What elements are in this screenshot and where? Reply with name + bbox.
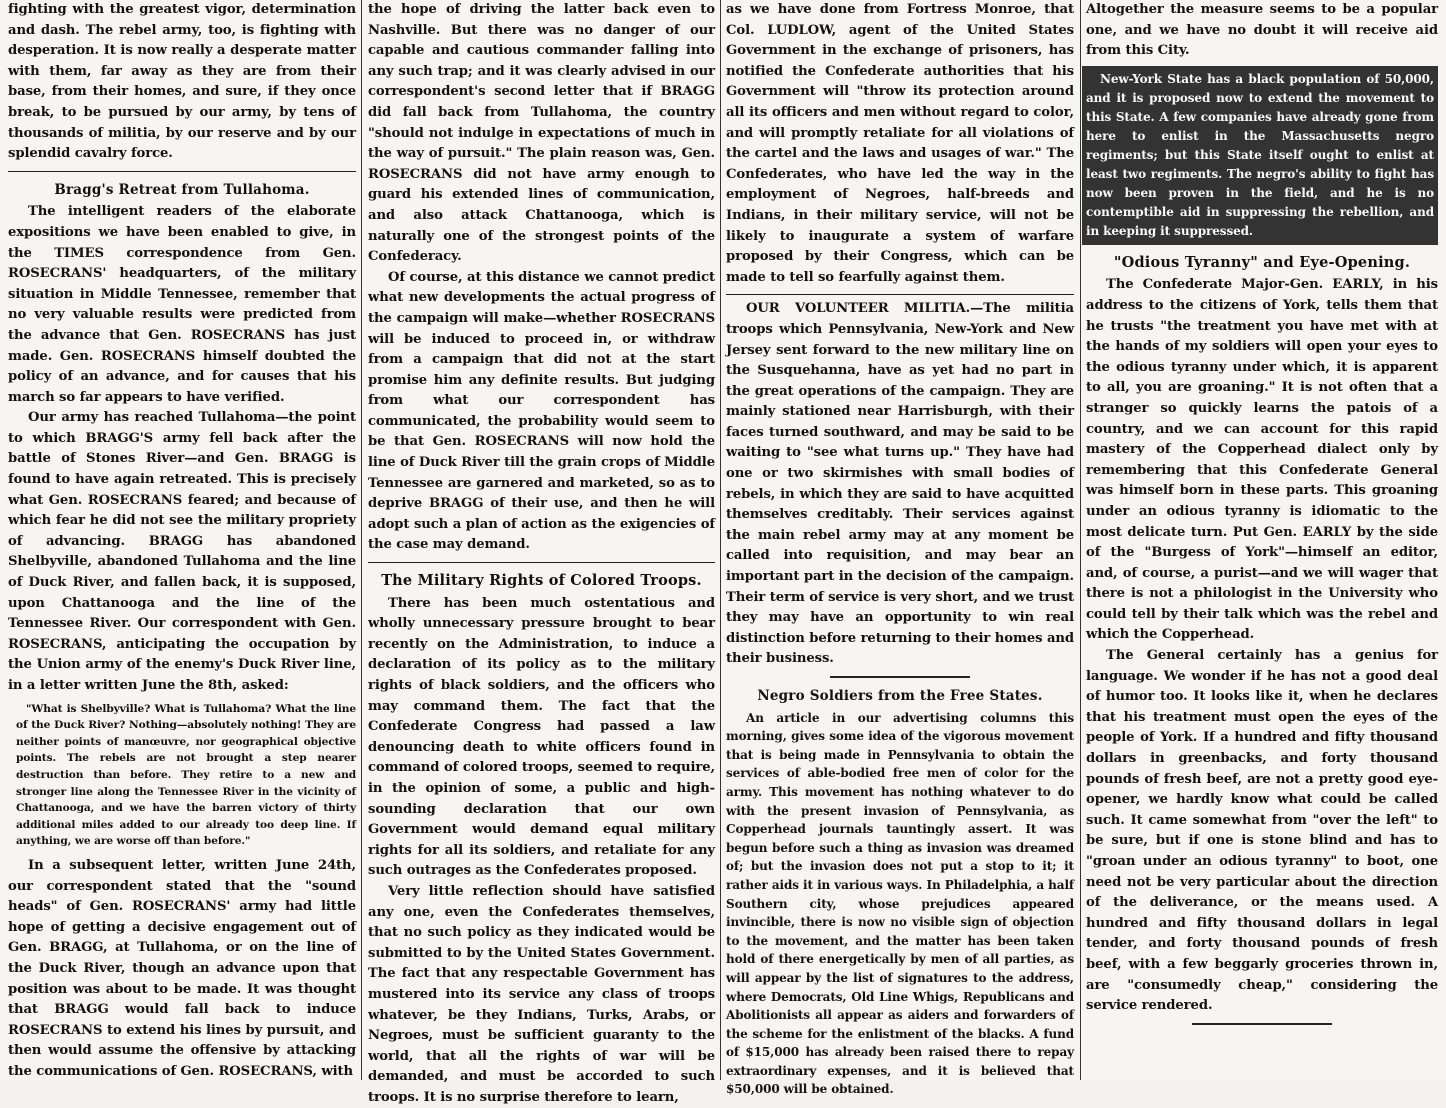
dark-smudged-passage <box>1082 66 1438 245</box>
col4-intro-paragraph: Altogether the measure seems to be a popular one, and we have no doubt it will receive aid from this City. <box>1086 2 1438 59</box>
col2-paragraph-2: There has been much ostentatious and wholly unnecessary pressure brought to bear recently on the Administration, to induce a declaration of its policy as to the military rights of black soldiers, and the officers who may command them. The fact that the Confederate Congress had passed a law denouncing death to white officers found in command of colored troops, seemed to require, in the opinion of some, a public and high-sounding declaration that our own Government would demand equal military rights for all its soldiers, and retaliate for any such outrages as the Confederates proposed. <box>368 595 715 879</box>
col1-paragraph-1: The intelligent readers of the elaborate expositions we have been enabled to give, in the TIMES correspondence from Gen. ROSECRANS' headquarters, of the military situation in Middle Tennessee, remember that no very valuable results were predicted from the advance that Gen. ROSECRANS has just made. Gen. ROSECRANS himself doubted the policy of an advance, and for causes that his march so far appears to have verified. <box>8 204 356 405</box>
column-rule <box>361 0 362 1080</box>
divider <box>8 171 356 172</box>
column-4 <box>1086 0 1438 1080</box>
column-rule <box>720 0 721 1080</box>
divider <box>368 562 715 563</box>
col1-paragraph-2: Our army has reached Tullahoma—the point to which BRAGG'S army fell back after the battle of Stones River—and Gen. BRAGG is found to have again retreated. This is precisely what Gen. ROSECRANS feared; and because of which fear he did not see the military propriety of advancing. BRAGG has abandoned Shelbyville, abandoned Tullahoma and the line of Duck River, and fallen back, it is supposed, upon Chattanooga and the line of the Tennessee River. Our correspondent with Gen. ROSECRANS, anticipating the occupation by the Union army of the enemy's Duck River line, in a letter written June the 8th, asked: <box>8 410 356 693</box>
col1-paragraph-3: In a subsequent letter, written June 24th, our correspondent stated that the "sound heads" of Gen. ROSECRANS' army had little hope of getting a decisive engagement out of Gen. BRAGG, at Tullahoma, or on the line of the Duck River, though an advance upon that position was about to be made. It was thought that BRAGG would fall back to induce ROSECRANS to extend his lines by pursuit, and then would assume the offensive by attacking the communications of Gen. ROSECRANS, with <box>8 857 356 1079</box>
col2-intro-paragraph: the hope of driving the latter back even to Nashville. But there was no danger of our capable and cautious commander falling into any such trap; and it was clearly advised in our correspondent's second letter that if BRAGG did fall back from Tullahoma, the country "should not indulge in expectations of much in the way of pursuit." The plain reason was, Gen. ROSECRANS did not have army enough to guard his extended lines of communication, and also attack Chattanooga, which is naturally one of the strongest points of the Confederacy. <box>368 2 715 265</box>
bragg-retreat-heading: Bragg's Retreat from Tullahoma. <box>54 181 310 198</box>
divider <box>1192 1023 1333 1025</box>
volunteer-militia-text: —The militia troops which Pennsylvania, New-York and New Jersey sent forward to the new military line on the Susquehanna, have as yet had no part in the great operations of the campaign. They are mainly stationed near Harrisburgh, with their faces turned southward, and may be said to be waiting to "see what turns up." They have had one or two skirmishes with small bodies of rebels, in which they are said to have acquitted themselves creditably. Their services against the main rebel army may at any moment be called into requisition, and may bear an important part in the decision of the campaign. Their term of service is very short, and we trust they may have an opportunity to win real distinction before returning to their homes and their business. <box>726 301 1074 667</box>
col4-paragraph-1: The Confederate Major-Gen. EARLY, in his address to the citizens of York, tells them that he trusts "the treatment you have met with at the hands of my soldiers will open your eyes to the odious tyranny under which, it is apparent to all, you are groaning." It is not often that a stranger so quickly learns the patois of a country, and we can account for this rapid mastery of the Copperhead dialect only by remembering that this Confederate General was himself born in these parts. This groaning under an odious tyranny is idiomatic to the most delicate turn. Put Gen. EARLY by the side of the "Burgess of York"—himself an editor, and, of course, a purist—and we will wager that there is not a philologist in the University who could tell by their talk which was the rebel and which the Copperhead. <box>1086 277 1438 643</box>
col1-quote: "What is Shelbyville? What is Tullahoma? What the line of the Duck River? Nothing—absolutely nothing! They are neither points of manœuvre, nor geographical objective points. The rebels are not brought a step nearer destruction than before. They retire to a new and stronger line along the Tennessee River in the vicinity of Chattanooga, and we have the barren victory of thirty additional miles added to our already too deep line. If anything, we are worse off than before." <box>16 702 356 848</box>
divider <box>726 294 1074 295</box>
divider <box>830 676 969 678</box>
negro-soldiers-heading: Negro Soldiers from the Free States. <box>757 688 1043 704</box>
col3-paragraph-2: An article in our advertising columns this morning, gives some idea of the vigorous movement that is being made in Pennsylvania to obtain the services of able-bodied free men of color for the army. This movement has nothing whatever to do with the present invasion of Pennsylvania, as Copperhead journals tauntingly assert. It was begun before such a thing as invasion was dreamed of; but the invasion does not put a stop to it; it rather aids it in various ways. In Philadelphia, a half Southern city, whose prejudices appeared invincible, there is now no visible sign of objection to the movement, and the matter has been taken hold of there energetically by men of all parties, as will appear by the list of signatures to the address, where Democrats, Old Line Whigs, Republicans and Abolitionists all appear as aiders and forwarders of the scheme for the enlistment of the blacks. A fund of $15,000 has already been raised there to repay extraordinary expenses, and it is believed that $50,000 will be obtained. <box>726 710 1074 1097</box>
colored-troops-heading: The Military Rights of Colored Troops. <box>381 572 702 590</box>
col3-paragraph-1 <box>726 299 1074 670</box>
col4-paragraph-2: The General certainly has a genius for language. We wonder if he has not a good deal of humor too. It looks like it, when he declares that his treatment must open the eyes of the people of York. If a hundred and fifty thousand dollars in greenbacks, and forty thousand pounds of fresh beef, are not a pretty good eye-opener, we hardly know what could be called such. It came somewhat from "over the left" to be sure, but if one is stone blind and has to "groan under an odious tyranny" to boot, one need not be very particular about the direction of the deliverance, or the means used. A hundred and fifty thousand dollars in legal tender, and forty thousand pounds of fresh beef, with a few beggarly groceries thrown in, are "consumedly cheap," considering the service rendered. <box>1086 648 1438 1014</box>
col3-intro-paragraph: as we have done from Fortress Monroe, that Col. LUDLOW, agent of the United States Government in the exchange of prisoners, has notified the Confederate authorities that his Government will "throw its protection around all its officers and men without regard to color, and will promptly retaliate for all violations of the cartel and the laws and usages of war." The Confederates, who have led the way in the employment of Negroes, half-breeds and Indians, in their military service, will not be likely to inaugurate a system of warfare proposed by their Congress, which can be made to tell so fearfully against them. <box>726 2 1074 285</box>
col2-paragraph-1: Of course, at this distance we cannot predict what new developments the actual progress of the campaign will make—whether ROSECRANS will be induced to proceed in, or withdraw from a campaign that did not at the start promise him any definite results. But judging from what our correspondent has communicated, the probability would seem to be that Gen. ROSECRANS will now hold the line of Duck River till the grain crops of Middle Tennessee are garnered and marketed, so as to deprive BRAGG of their use, and then he will adopt such a plan of action as the exigencies of the case may demand. <box>368 269 715 553</box>
volunteer-militia-lead-in: OUR VOLUNTEER MILITIA. <box>746 301 971 317</box>
odious-tyranny-heading: "Odious Tyranny" and Eye-Opening. <box>1113 253 1411 271</box>
col4-dark-paragraph: New-York State has a black population of 50,000, and it is proposed now to extend the movement to this State. A few companies have already gone from here to enlist in the Massachusetts negro regiments; but this State itself ought to enlist at least two regiments. The negro's ability to fight has now been proven in the field, and he is no contemptible aid in suppressing the rebellion, and in keeping it suppressed. <box>1086 71 1434 238</box>
column-rule <box>1080 0 1081 1080</box>
column-3 <box>726 0 1074 1097</box>
column-1 <box>8 0 356 1080</box>
column-2 <box>368 0 715 1105</box>
col2-paragraph-3: Very little reflection should have satisfied any one, even the Confederates themselves, that no such policy as they indicated would be submitted to by the United States Government. The fact that any respectable Government has mustered into its service any class of troops whatever, be they Indians, Turks, Arabs, or Negroes, must be sufficient guaranty to the world, that all the rights of war will be demanded, and must be accorded to such troops. It is no surprise therefore to learn, <box>368 883 715 1105</box>
col1-intro-paragraph: fighting with the greatest vigor, determination and dash. The rebel army, too, is fighting with desperation. It is now really a desperate matter with them, far away as they are from their base, from their homes, and sure, if they once break, to be pursued by our army, by tens of thousands of militia, by our reserve and by our splendid cavalry force. <box>8 2 356 162</box>
